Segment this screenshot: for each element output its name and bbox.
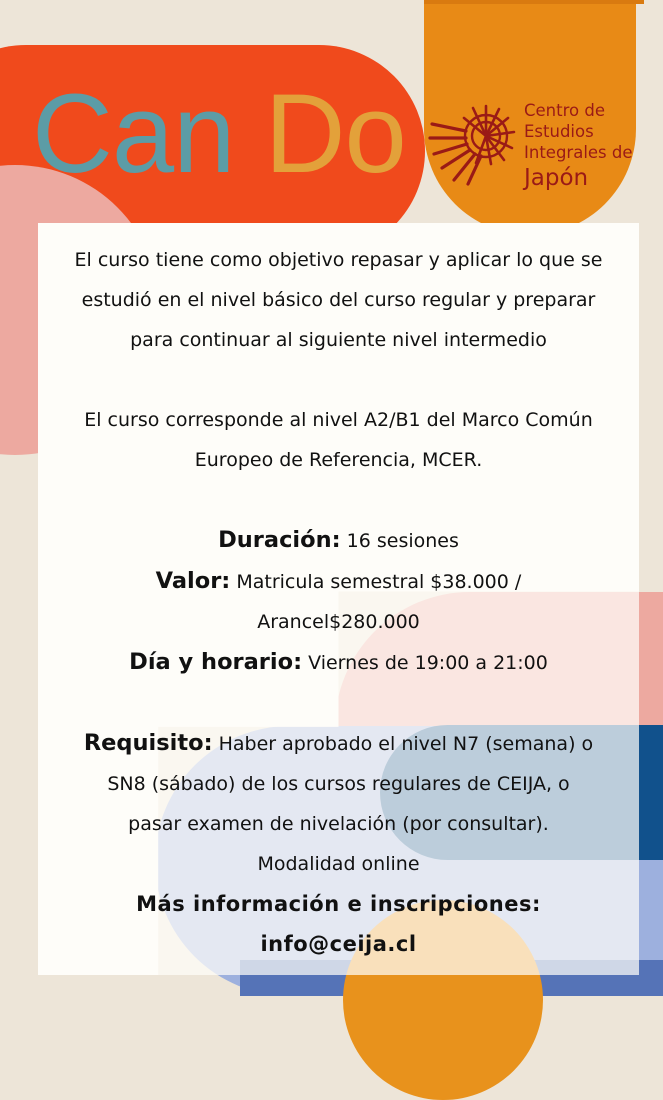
sunburst-logo-icon [428,96,523,186]
intro-line-1: El curso tiene como objetivo repasar y aplicar lo que se [74,249,603,271]
price-value-1: Matricula semestral $38.000 / [236,571,522,593]
org-line-2: Estudios [524,122,594,141]
intro-line-3: para continuar al siguiente nivel intermedio [130,329,547,351]
organization-name [524,100,633,193]
title-can: Can [32,71,235,196]
orange-top-lip [424,0,644,4]
price-label: Valor: [155,568,231,594]
requirement-line-2: SN8 (sábado) de los cursos regulares de CEIJA, o [107,773,570,795]
requirement-label: Requisito: [83,730,213,756]
duration-value: 16 sesiones [346,530,459,552]
schedule-row [38,642,639,683]
org-line-1: Centro de [524,101,605,120]
requirement-row [38,723,639,764]
org-line-4: Japón [524,165,589,191]
intro-line-2: estudió en el nivel básico del curso regular y preparar [81,289,596,311]
price-row [38,561,639,602]
requirement-line-3: pasar examen de nivelación (por consultar). [128,813,549,835]
duration-row [38,520,639,561]
price-value-2: Arancel$280.000 [257,611,420,633]
modality: Modalidad online [257,853,420,875]
page-title [32,71,406,196]
info-label: Más información e inscripciones: [136,892,541,916]
schedule-value: Viernes de 19:00 a 21:00 [308,652,548,674]
duration-label: Duración: [218,527,341,553]
course-description [38,240,639,964]
schedule-label: Día y horario: [129,649,303,675]
level-line-1: El curso corresponde al nivel A2/B1 del Marco Común [84,409,593,431]
requirement-line-1: Haber aprobado el nivel N7 (semana) o [218,733,594,755]
contact-email-link[interactable]: info@ceija.cl [260,932,417,956]
title-do: Do [264,71,406,196]
org-line-3: Integrales de [524,143,633,162]
level-line-2: Europeo de Referencia, MCER. [194,449,483,471]
